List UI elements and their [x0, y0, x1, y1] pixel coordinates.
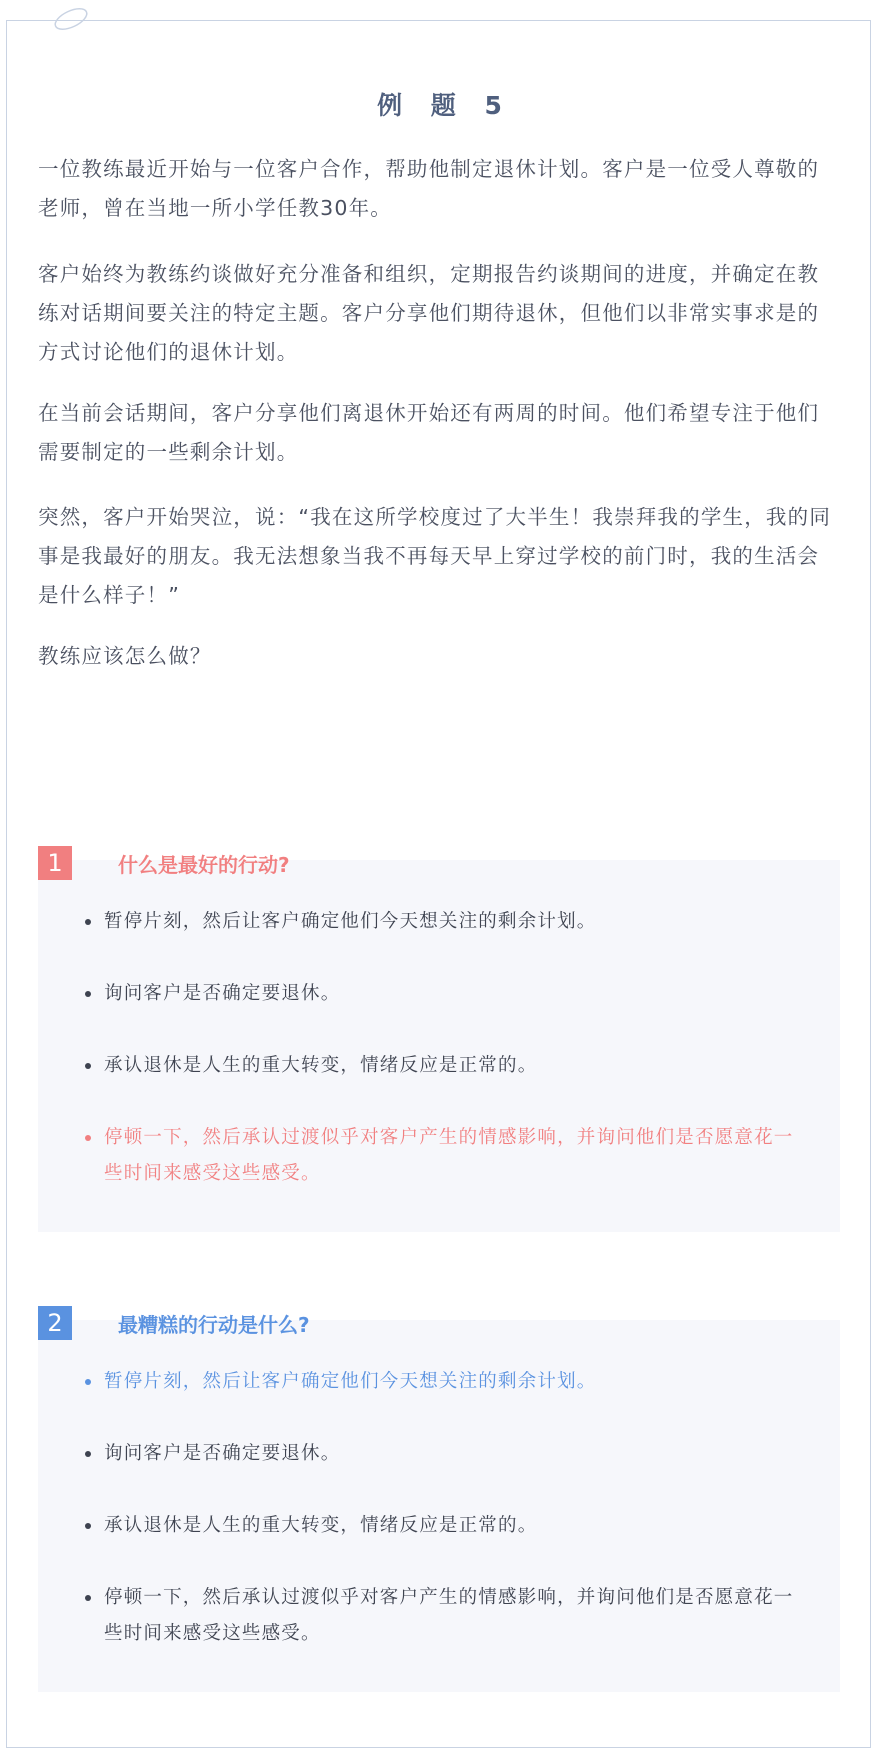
paragraph-background: 客户始终为教练约谈做好充分准备和组织，定期报告约谈期间的进度，并确定在教练对话期间要关注的特定主题。客户分享他们期待退休，但他们以非常实事求是的方式讨论他们的退休计划。: [38, 262, 820, 364]
paragraph-session: 在当前会话期间，客户分享他们离退休开始还有两周的时间。他们希望专注于他们需要制定的一些剩余计划。: [38, 401, 820, 464]
q2-option-2: 询问客户是否确定要退休。: [104, 1443, 341, 1464]
q2-option-1-highlighted: 暂停片刻，然后让客户确定他们今天想关注的剩余计划。: [104, 1371, 597, 1392]
paragraph-question: 教练应该怎么做？: [38, 644, 212, 668]
q1-option-2-bullet: [85, 991, 91, 997]
q2-option-4: 停顿一下，然后承认过渡似乎对客户产生的情感影响，并询问他们是否愿意花一些时间来感受这些感受。: [104, 1587, 794, 1644]
q1-option-4-bullet: [85, 1135, 91, 1141]
q1-option-3: 承认退休是人生的重大转变，情绪反应是正常的。: [104, 1055, 538, 1076]
page-title: [359, 86, 520, 122]
question-1-number-badge: 1: [38, 846, 72, 880]
q1-option-3-bullet: [85, 1063, 91, 1069]
paragraph-crying: 突然，客户开始哭泣，说：“我在这所学校度过了大半生！我崇拜我的学生，我的同事是我最好的朋友。我无法想象当我不再每天早上穿过学校的前门时，我的生活会是什么样子！”: [38, 505, 832, 607]
question-1-title: 什么是最好的行动?: [118, 853, 290, 877]
paragraph-intro: 一位教练最近开始与一位客户合作，帮助他制定退休计划。客户是一位受人尊敬的老师，曾在当地一所小学任教30年。: [38, 157, 820, 220]
question-2-title: 最糟糕的行动是什么?: [118, 1313, 310, 1337]
question-2-number-badge: 2: [38, 1306, 72, 1340]
page-title-text: 例 题 5: [377, 91, 512, 120]
q1-option-4-highlighted: 停顿一下，然后承认过渡似乎对客户产生的情感影响，并询问他们是否愿意花一些时间来感受这些感受。: [104, 1127, 794, 1184]
title-wrap: [0, 86, 879, 122]
q2-option-3-bullet: [85, 1523, 91, 1529]
q1-option-2: 询问客户是否确定要退休。: [104, 983, 341, 1004]
q2-option-4-bullet: [85, 1595, 91, 1601]
q2-option-2-bullet: [85, 1451, 91, 1457]
q2-option-1-bullet: [85, 1379, 91, 1385]
q2-option-3: 承认退休是人生的重大转变，情绪反应是正常的。: [104, 1515, 538, 1536]
q1-option-1-bullet: [85, 919, 91, 925]
decorative-ellipse-icon: [52, 6, 90, 32]
q1-option-1: 暂停片刻，然后让客户确定他们今天想关注的剩余计划。: [104, 911, 597, 932]
